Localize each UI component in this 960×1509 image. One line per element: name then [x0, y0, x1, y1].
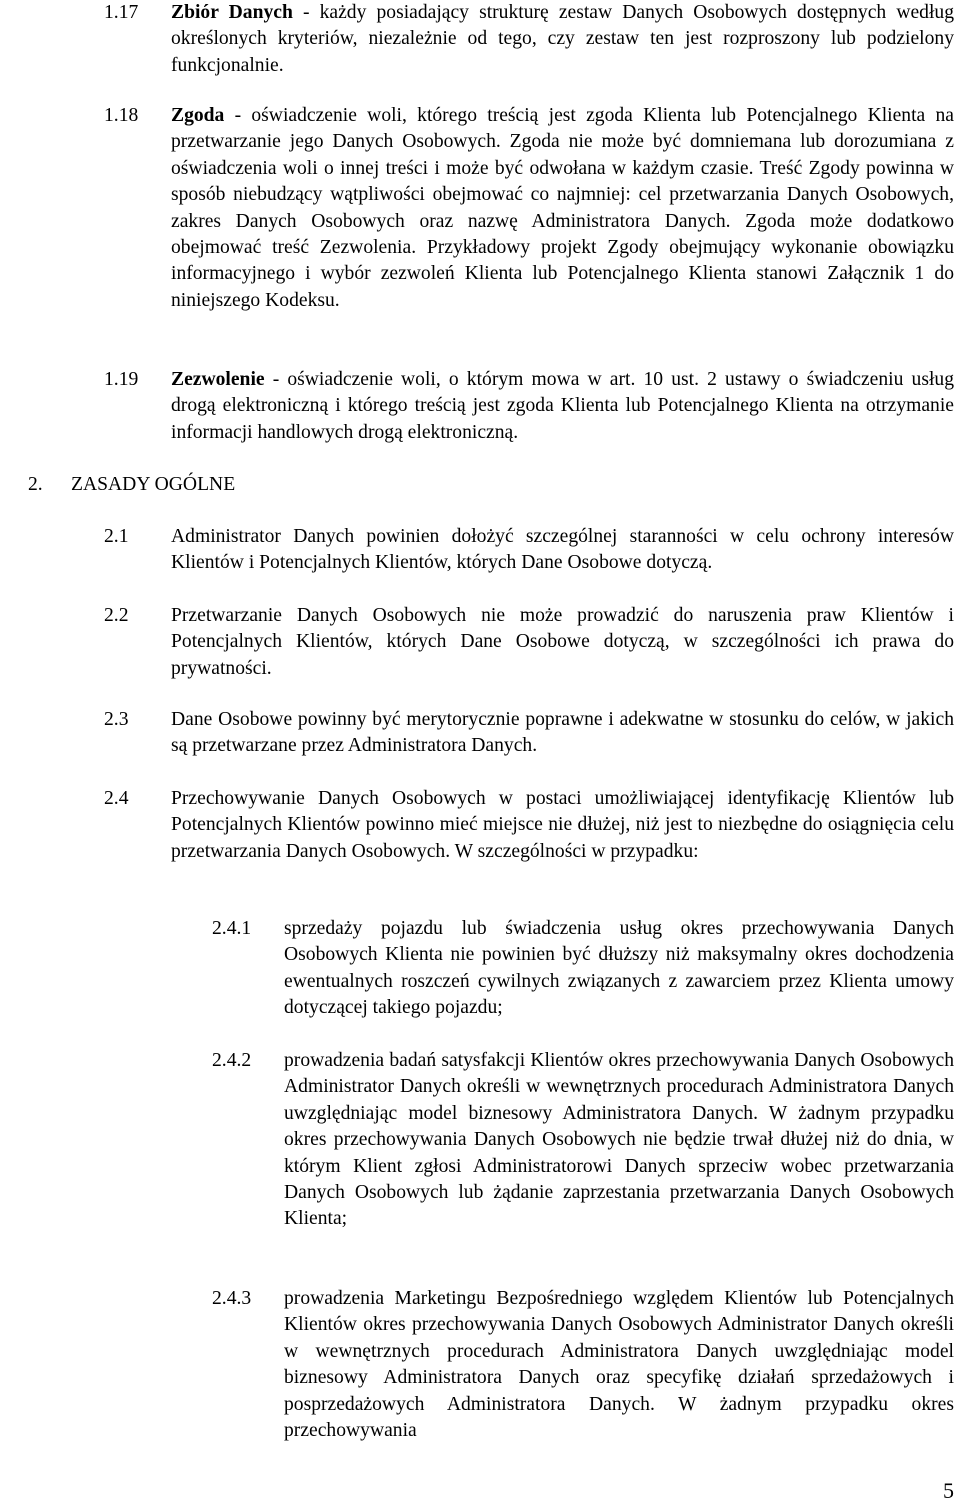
definition-text: - oświadczenie woli, którego treścią jest zgoda Klienta lub Potencjalnego Klienta na przetwarzanie jego Danych Osobowych. Zgoda nie może być domniemana lub dorozumiana z oświadczenia woli o innej treści i może być odwołana w każdym czasie. Treść Zgody powinna w sposób niebudzący wątpliwości obejmować co najmniej: cel przetwarzania Danych Osobowych, zakres Danych Osobowych oraz nazwę Administratora Danych. Zgoda może dodatkowo obejmować treść Zezwolenia. Przykładowy projekt Zgody obejmujący wykonanie obowiązku informacyjnego i wybór zezwoleń Klienta lub Potencjalnego Klienta stanowi Załącznik 1 do niniejszego Kodeksu. — [171, 105, 954, 311]
subrule-number: 2.4.3 — [212, 1288, 252, 1309]
subrule-text: prowadzenia Marketingu Bezpośredniego względem Klientów lub Potencjalnych Klientów okres przechowywania Danych Osobowych Administrator Danych określi w wewnętrznych procedurach Administratora Danych uwzględniając model biznesowy Administratora Danych oraz specyfikę działań sprzedażowych i posprzedażowych Administratora Danych. W żadnym przypadku okres przechowywania — [284, 1288, 954, 1442]
definition-term: Zezwolenie — [171, 369, 265, 390]
section-title: ZASADY OGÓLNE — [71, 474, 236, 495]
rule-number: 2.2 — [104, 605, 129, 626]
definition-number: 1.17 — [104, 2, 139, 23]
subrule-text: prowadzenia badań satysfakcji Klientów okres przechowywania Danych Osobowych Administrator Danych określi w wewnętrznych procedurach Administratora Danych uwzględniając model biznesowy Administratora Danych. W żadnym przypadku okres przechowywania Danych Osobowych nie będzie trwał dłużej niż do dnia, w którym Klient zgłosi Administratorowi Danych sprzeciw wobec przetwarzania Danych Osobowych lub żądanie zaprzestania przetwarzania Danych Osobowych Klienta; — [284, 1050, 954, 1230]
definition-body — [171, 0, 954, 79]
rule-text: Dane Osobowe powinny być merytorycznie poprawne i adekwatne w stosunku do celów, w jakich są przetwarzane przez Administratora Danych. — [171, 709, 954, 757]
page-number: 5 — [943, 1478, 954, 1503]
rule-text: Przechowywanie Danych Osobowych w postaci umożliwiającej identyfikację Klientów lub Potencjalnych Klientów powinno mieć miejsce nie dłużej, niż jest to niezbędne do osiągnięcia celu przetwarzania Danych Osobowych. W szczególności w przypadku: — [171, 788, 954, 862]
rule-text: Przetwarzanie Danych Osobowych nie może prowadzić do naruszenia praw Klientów i Potencjalnych Klientów, których Dane Osobowe dotyczą, w szczególności ich prawa do prywatności. — [171, 605, 954, 679]
definition-body — [171, 103, 954, 314]
definition-text: - każdy posiadający strukturę zestaw Danych Osobowych dostępnych według określonych kryteriów, niezależnie od tego, czy zestaw ten jest rozproszony lub podzielony funkcjonalnie. — [171, 2, 954, 76]
section-number: 2. — [28, 474, 43, 495]
subrule-text: sprzedaży pojazdu lub świadczenia usług okres przechowywania Danych Osobowych Klienta nie powinien być dłuższy niż maksymalny okres dochodzenia ewentualnych roszczeń cywilnych związanych z zawarciem przez Klienta umowy dotyczącej takiego pojazdu; — [284, 918, 954, 1019]
subrule-number: 2.4.2 — [212, 1050, 252, 1071]
definition-text: - oświadczenie woli, o którym mowa w art. 10 ust. 2 ustawy o świadczeniu usług drogą elektroniczną i którego treścią jest zgoda Klienta lub Potencjalnego Klienta na otrzymanie informacji handlowych drogą elektroniczną. — [171, 369, 954, 443]
definition-number: 1.18 — [104, 105, 139, 126]
definition-term: Zgoda — [171, 105, 225, 126]
subrule-number: 2.4.1 — [212, 918, 252, 939]
rule-number: 2.3 — [104, 709, 129, 730]
rule-number: 2.1 — [104, 526, 129, 547]
rule-text: Administrator Danych powinien dołożyć szczególnej staranności w celu ochrony interesów Klientów i Potencjalnych Klientów, których Dane Osobowe dotyczą. — [171, 526, 954, 574]
definition-term: Zbiór Danych — [171, 2, 293, 23]
definition-number: 1.19 — [104, 369, 139, 390]
rule-number: 2.4 — [104, 788, 129, 809]
section-heading — [28, 472, 235, 498]
definition-body — [171, 367, 954, 446]
